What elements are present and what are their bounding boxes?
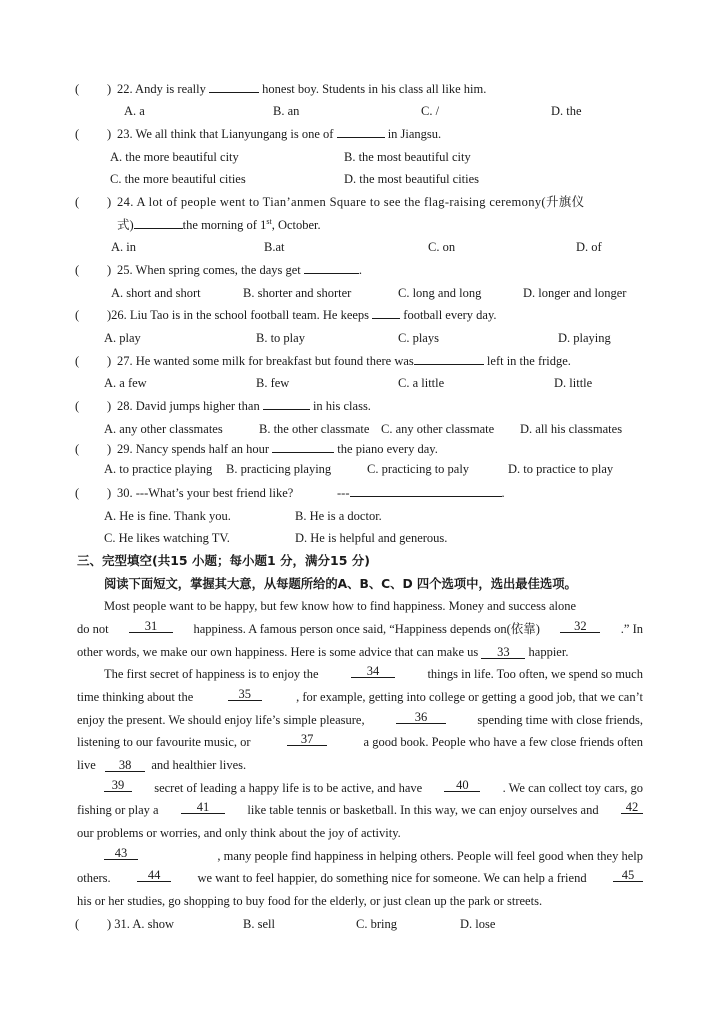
option-c: C. the more beautiful cities	[110, 172, 246, 186]
option-b: B. an	[273, 104, 300, 118]
options-29	[0, 459, 718, 479]
answer-paren-open: (	[75, 82, 80, 96]
section-3-instruction	[0, 574, 718, 594]
blank-45: 45	[613, 868, 643, 882]
question-31	[0, 914, 718, 934]
option-d: D. little	[554, 376, 593, 390]
passage-text: live 38 and healthier lives.	[77, 758, 247, 772]
option-c: C. He likes watching TV.	[104, 531, 230, 545]
question-text: 24. A lot of people went to Tian’anmen Square to see the flag-raising ceremony(升旗仪	[117, 195, 585, 209]
answer-paren-close: )	[107, 442, 112, 456]
answer-paren-open: (	[75, 442, 80, 456]
option-a: A. any other classmates	[104, 422, 223, 436]
option-c: C. /	[421, 104, 440, 118]
option-d: D. playing	[558, 331, 611, 345]
answer-paren-close: )	[107, 399, 112, 413]
passage-line-6	[0, 710, 718, 730]
options-30a	[0, 506, 718, 526]
option-d: D. lose	[460, 917, 496, 931]
answer-paren-open: (	[75, 263, 80, 277]
options-25	[0, 283, 718, 303]
option-d: D. the most beautiful cities	[344, 172, 480, 186]
question-22	[0, 79, 718, 99]
question-text: )26. Liu Tao is in the school football team. He keeps football every day.	[107, 305, 497, 325]
question-text: 23. We all think that Lianyungang is one of in Jiangsu.	[117, 124, 441, 144]
answer-blank	[272, 439, 334, 453]
answer-blank	[304, 260, 359, 274]
passage-text: our problems or worries, and only think about the joy of activity.	[77, 826, 401, 840]
option-d: D. of	[576, 240, 602, 254]
answer-paren-open: (	[75, 195, 80, 209]
option-c: C. on	[428, 240, 456, 254]
passage-text: fishing or play a 41 like table tennis or basketball. In this way, we can enjoy ourselves and 42	[77, 800, 643, 820]
option-d: D. all his classmates	[520, 422, 623, 436]
answer-blank	[337, 124, 385, 138]
question-text: 28. David jumps higher than in his class.	[117, 396, 371, 416]
option-b: B. practicing playing	[226, 462, 332, 476]
option-d: D. the	[551, 104, 582, 118]
answer-blank	[414, 351, 484, 365]
section-3-heading	[0, 551, 718, 571]
blank-41: 41	[181, 800, 225, 814]
option-b: B.at	[264, 240, 285, 254]
passage-line-10	[0, 800, 718, 820]
option-d: D. to practice to play	[508, 462, 614, 476]
passage-line-13	[0, 868, 718, 888]
option-a: A. the more beautiful city	[110, 150, 239, 164]
blank-37: 37	[287, 732, 327, 746]
option-b: B. to play	[256, 331, 305, 345]
blank-40: 40	[444, 778, 480, 792]
option-c: C. any other classmate	[381, 422, 495, 436]
option-c: C. plays	[398, 331, 439, 345]
passage-text: The first secret of happiness is to enjoy the 34 things in life. Too often, we spend so much	[104, 664, 643, 681]
answer-blank	[263, 396, 310, 410]
question-23	[0, 124, 718, 144]
option-a: A. a few	[104, 376, 147, 390]
section-title: 三、完型填空(共15 小题；每小题1 分，满分15 分)	[77, 553, 370, 568]
passage-text: do not 31 happiness. A famous person once said, “Happiness depends on(依靠) 32 .” In	[77, 619, 643, 636]
answer-paren-close: )	[107, 127, 112, 141]
passage-text: others. 44 we want to feel happier, do something nice for someone. We can help a friend 45	[77, 868, 643, 888]
option-c: C. bring	[356, 917, 397, 931]
option-b: B. the other classmate	[259, 422, 370, 436]
option-c: C. practicing to paly	[367, 462, 470, 476]
blank-31: 31	[129, 619, 173, 633]
answer-paren-open: (	[75, 486, 80, 500]
options-23b	[0, 169, 718, 189]
answer-paren-close: )	[107, 486, 112, 500]
question-30	[0, 483, 718, 503]
option-b: B. few	[256, 376, 290, 390]
option-d: D. He is helpful and generous.	[295, 531, 448, 545]
question-27	[0, 351, 718, 371]
answer-paren-close: )	[107, 263, 112, 277]
answer-paren-open: (	[75, 917, 80, 931]
answer-paren-open: (	[75, 127, 80, 141]
passage-line-7	[0, 732, 718, 752]
answer-paren-close: )	[107, 195, 112, 209]
answer-blank	[209, 79, 259, 93]
option-c: C. a little	[398, 376, 445, 390]
answer-paren-close: )	[107, 354, 112, 368]
passage-line-1	[0, 596, 718, 616]
question-text: 27. He wanted some milk for breakfast but found there was left in the fridge.	[117, 351, 571, 371]
option-a: A. a	[124, 104, 145, 118]
passage-text: 43 , many people find happiness in helping others. People will feel good when they help	[104, 846, 643, 866]
blank-39: 39	[104, 778, 132, 792]
passage-line-12	[0, 846, 718, 866]
passage-line-5	[0, 687, 718, 707]
blank-32: 32	[560, 619, 600, 633]
passage-line-11	[0, 823, 718, 843]
question-text: 25. When spring comes, the days get .	[117, 260, 362, 280]
passage-line-8	[0, 755, 718, 775]
passage-text: his or her studies, go shopping to buy food for the elderly, or just clean up the park or streets.	[77, 894, 543, 908]
question-26	[0, 305, 718, 325]
option-b: B. shorter and shorter	[243, 286, 352, 300]
question-text: 式) the morning of 1st, October.	[117, 216, 321, 232]
passage-line-3	[0, 642, 718, 662]
question-28	[0, 396, 718, 416]
blank-38: 38	[105, 758, 145, 772]
option-c: C. long and long	[398, 286, 482, 300]
passage-text: other words, we make our own happiness. Here is some advice that can make us 33 happier.	[77, 645, 569, 659]
passage-line-4	[0, 664, 718, 684]
blank-42: 42	[621, 800, 643, 814]
options-26	[0, 328, 718, 348]
options-30b	[0, 528, 718, 548]
response-text: --- .	[337, 483, 505, 503]
answer-blank	[350, 483, 502, 497]
question-text: 30. ---What’s your best friend like?	[117, 486, 294, 500]
passage-text: listening to our favourite music, or 37 a good book. People who have a few close friends often	[77, 732, 643, 749]
option-a: ) 31. A. show	[107, 917, 175, 931]
options-23a	[0, 147, 718, 167]
answer-paren-open: (	[75, 354, 80, 368]
passage-line-14	[0, 891, 718, 911]
option-a: A. play	[104, 331, 141, 345]
question-25	[0, 260, 718, 280]
passage-text: time thinking about the 35 , for example, getting into college or getting a good job, that we can’t	[77, 687, 643, 704]
option-b: B. sell	[243, 917, 275, 931]
blank-43: 43	[104, 846, 138, 860]
question-text: 22. Andy is really honest boy. Students in his class all like him.	[117, 79, 486, 99]
answer-blank	[372, 305, 400, 319]
options-22	[0, 101, 718, 121]
option-b: B. He is a doctor.	[295, 509, 382, 523]
question-24-line2	[0, 215, 718, 235]
option-a: A. in	[111, 240, 136, 254]
answer-paren-open: (	[75, 308, 80, 322]
question-24	[0, 192, 718, 212]
question-29	[0, 439, 718, 459]
answer-blank	[134, 215, 183, 229]
option-a: A. to practice playing	[104, 462, 213, 476]
question-text: 29. Nancy spends half an hour the piano every day.	[117, 439, 438, 459]
blank-36: 36	[396, 710, 446, 724]
blank-35: 35	[228, 687, 262, 701]
blank-33: 33	[481, 645, 525, 659]
passage-text: 39 secret of leading a happy life is to be active, and have 40 . We can collect toy cars, go	[104, 778, 643, 798]
passage-line-2	[0, 619, 718, 639]
option-a: A. short and short	[111, 286, 201, 300]
passage-text: enjoy the present. We should enjoy life’s simple pleasure, 36 spending time with close friends,	[77, 710, 643, 727]
option-b: B. the most beautiful city	[344, 150, 471, 164]
options-28	[0, 419, 718, 439]
answer-paren-close: )	[107, 82, 112, 96]
instruction-text: 阅读下面短文，掌握其大意，从每题所给的A、B、C、D 四个选项中，选出最佳选项。	[104, 577, 577, 591]
option-a: A. He is fine. Thank you.	[104, 509, 231, 523]
options-24	[0, 237, 718, 257]
passage-line-9	[0, 778, 718, 798]
blank-34: 34	[351, 664, 395, 678]
answer-paren-open: (	[75, 399, 80, 413]
options-27	[0, 373, 718, 393]
option-d: D. longer and longer	[523, 286, 627, 300]
passage-text: Most people want to be happy, but few know how to find happiness. Money and success alone	[104, 599, 577, 613]
blank-44: 44	[137, 868, 171, 882]
